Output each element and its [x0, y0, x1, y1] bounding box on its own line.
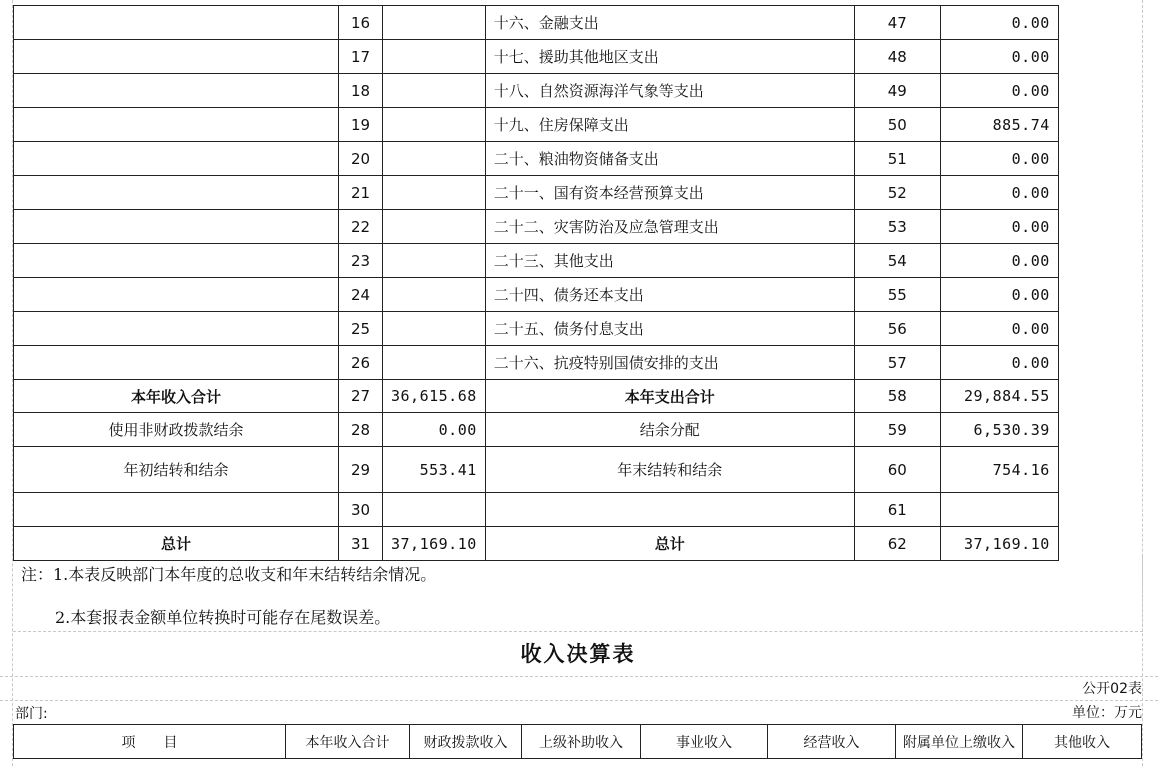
left-row-number: 20 — [339, 142, 383, 176]
right-item-label: 本年支出合计 — [485, 380, 854, 413]
right-item-label: 年末结转和结余 — [485, 447, 854, 493]
right-row-number: 47 — [854, 6, 940, 40]
right-item-label: 二十、粮油物资储备支出 — [485, 142, 854, 176]
column-header: 本年收入合计 — [286, 725, 410, 759]
left-amount — [383, 346, 486, 380]
right-amount: 37,169.10 — [940, 527, 1058, 561]
table-row — [14, 493, 1059, 527]
right-amount: 0.00 — [940, 278, 1058, 312]
left-item-label — [14, 176, 339, 210]
right-item-label: 二十一、国有资本经营预算支出 — [485, 176, 854, 210]
right-item-label: 二十二、灾害防治及应急管理支出 — [485, 210, 854, 244]
right-amount: 0.00 — [940, 74, 1058, 108]
right-item-label: 十九、住房保障支出 — [485, 108, 854, 142]
left-amount — [383, 278, 486, 312]
right-row-number: 58 — [854, 380, 940, 413]
right-amount: 0.00 — [940, 176, 1058, 210]
right-amount: 0.00 — [940, 210, 1058, 244]
right-row-number: 60 — [854, 447, 940, 493]
left-item-label — [14, 40, 339, 74]
right-item-label: 二十五、债务付息支出 — [485, 312, 854, 346]
table-row — [14, 176, 1059, 210]
left-amount — [383, 176, 486, 210]
right-item-label: 十六、金融支出 — [485, 6, 854, 40]
left-item-label — [14, 493, 339, 527]
left-amount — [383, 244, 486, 278]
left-item-label — [14, 6, 339, 40]
right-amount: 0.00 — [940, 142, 1058, 176]
left-amount: 36,615.68 — [383, 380, 486, 413]
column-header: 事业收入 — [641, 725, 768, 759]
table-row — [14, 278, 1059, 312]
table-row — [14, 346, 1059, 380]
left-item-label — [14, 108, 339, 142]
right-amount: 0.00 — [940, 312, 1058, 346]
left-amount — [383, 142, 486, 176]
right-amount: 885.74 — [940, 108, 1058, 142]
left-row-number: 30 — [339, 493, 383, 527]
right-item-label: 结余分配 — [485, 413, 854, 447]
right-amount: 754.16 — [940, 447, 1058, 493]
left-row-number: 23 — [339, 244, 383, 278]
left-row-number: 25 — [339, 312, 383, 346]
table-row — [14, 108, 1059, 142]
left-row-number: 26 — [339, 346, 383, 380]
table-row — [14, 447, 1059, 493]
note-line-2: 2.本套报表金额单位转换时可能存在尾数误差。 — [55, 608, 391, 627]
right-row-number: 51 — [854, 142, 940, 176]
left-row-number: 24 — [339, 278, 383, 312]
right-item-label: 二十四、债务还本支出 — [485, 278, 854, 312]
left-item-label — [14, 74, 339, 108]
left-item-label: 年初结转和结余 — [14, 447, 339, 493]
table-row — [14, 40, 1059, 74]
unit-label: 单位：万元 — [1072, 705, 1142, 721]
column-header: 财政拨款收入 — [410, 725, 522, 759]
column-header: 项 目 — [14, 725, 286, 759]
left-row-number: 31 — [339, 527, 383, 561]
left-item-label: 本年收入合计 — [14, 380, 339, 413]
right-row-number: 61 — [854, 493, 940, 527]
form-code: 公开02表 — [1082, 681, 1142, 697]
right-row-number: 62 — [854, 527, 940, 561]
right-row-number: 52 — [854, 176, 940, 210]
table-row — [14, 6, 1059, 40]
table-row — [14, 74, 1059, 108]
column-header: 其他收入 — [1023, 725, 1142, 759]
right-item-label: 二十六、抗疫特别国债安排的支出 — [485, 346, 854, 380]
left-row-number: 27 — [339, 380, 383, 413]
column-header: 附属单位上缴收入 — [896, 725, 1023, 759]
right-item-label: 二十三、其他支出 — [485, 244, 854, 278]
income-sheet-title: 收入决算表 — [520, 642, 636, 666]
right-row-number: 54 — [854, 244, 940, 278]
left-row-number: 17 — [339, 40, 383, 74]
left-row-number: 19 — [339, 108, 383, 142]
right-amount: 6,530.39 — [940, 413, 1058, 447]
left-amount — [383, 74, 486, 108]
left-amount: 37,169.10 — [383, 527, 486, 561]
left-row-number: 21 — [339, 176, 383, 210]
right-item-label: 十七、援助其他地区支出 — [485, 40, 854, 74]
left-amount — [383, 108, 486, 142]
right-row-number: 50 — [854, 108, 940, 142]
left-item-label — [14, 244, 339, 278]
left-amount — [383, 6, 486, 40]
right-amount: 0.00 — [940, 40, 1058, 74]
left-amount — [383, 493, 486, 527]
table-row — [14, 413, 1059, 447]
left-item-label — [14, 312, 339, 346]
right-row-number: 48 — [854, 40, 940, 74]
left-row-number: 18 — [339, 74, 383, 108]
table-row — [14, 142, 1059, 176]
notes-block — [13, 556, 1143, 632]
gridline — [0, 676, 1158, 677]
left-item-label — [14, 278, 339, 312]
right-amount: 0.00 — [940, 346, 1058, 380]
table-row — [14, 380, 1059, 413]
left-amount: 553.41 — [383, 447, 486, 493]
table-row — [14, 244, 1059, 278]
right-row-number: 53 — [854, 210, 940, 244]
table-row — [14, 312, 1059, 346]
right-amount — [940, 493, 1058, 527]
left-amount: 0.00 — [383, 413, 486, 447]
left-item-label — [14, 142, 339, 176]
left-row-number: 28 — [339, 413, 383, 447]
left-amount — [383, 312, 486, 346]
right-amount: 0.00 — [940, 6, 1058, 40]
left-item-label — [14, 346, 339, 380]
gridline — [0, 700, 1158, 701]
right-item-label: 十八、自然资源海洋气象等支出 — [485, 74, 854, 108]
right-amount: 0.00 — [940, 244, 1058, 278]
right-row-number: 59 — [854, 413, 940, 447]
left-row-number: 22 — [339, 210, 383, 244]
right-row-number: 55 — [854, 278, 940, 312]
right-row-number: 56 — [854, 312, 940, 346]
left-item-label — [14, 210, 339, 244]
right-item-label: 总计 — [485, 527, 854, 561]
right-amount: 29,884.55 — [940, 380, 1058, 413]
left-item-label: 总计 — [14, 527, 339, 561]
income-header-table — [13, 724, 1142, 759]
table-row — [14, 210, 1059, 244]
right-row-number: 57 — [854, 346, 940, 380]
left-amount — [383, 40, 486, 74]
left-row-number: 16 — [339, 6, 383, 40]
note-line-1: 注：1.本表反映部门本年度的总收支和年末结转结余情况。 — [21, 565, 437, 584]
summary-table — [13, 5, 1059, 561]
right-item-label — [485, 493, 854, 527]
left-item-label: 使用非财政拨款结余 — [14, 413, 339, 447]
column-header: 上级补助收入 — [522, 725, 641, 759]
left-row-number: 29 — [339, 447, 383, 493]
column-header: 经营收入 — [768, 725, 896, 759]
right-row-number: 49 — [854, 74, 940, 108]
department-label: 部门: — [15, 706, 48, 722]
left-amount — [383, 210, 486, 244]
